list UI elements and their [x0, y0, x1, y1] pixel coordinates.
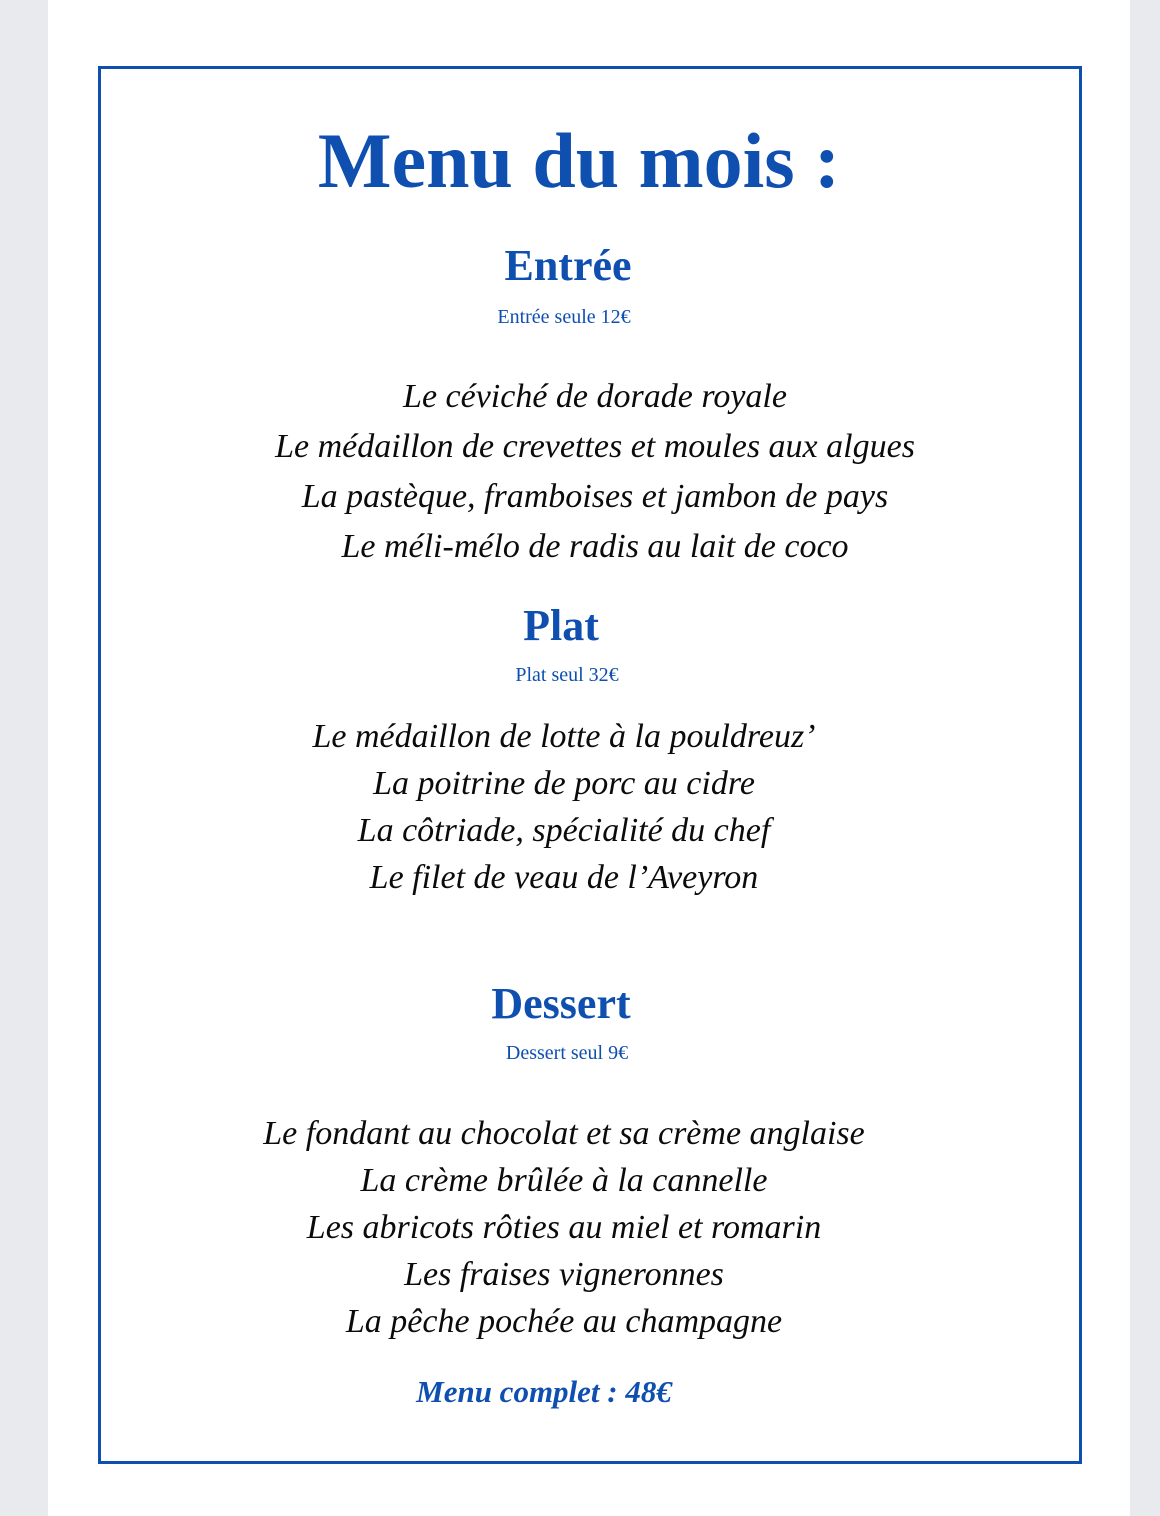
menu-item: Le filet de veau de l’Aveyron — [369, 859, 759, 896]
section-title-plat: Plat — [523, 601, 599, 650]
menu-item: Le médaillon de crevettes et moules aux algues — [275, 428, 915, 465]
menu-item: La poitrine de porc au cidre — [373, 765, 755, 802]
menu-item: Le céviché de dorade royale — [403, 378, 787, 415]
menu-item: Le médaillon de lotte à la pouldreuz’ — [312, 718, 816, 755]
menu-title: Menu du mois : — [317, 117, 841, 204]
section-items-entree — [275, 372, 915, 572]
section-price-plat: Plat seul 32€ — [515, 664, 619, 686]
section-items-dessert — [263, 1110, 865, 1345]
section-title-entree: Entrée — [504, 241, 632, 290]
section-price-entree: Entrée seule 12€ — [497, 306, 631, 328]
menu-item: Les fraises vigneronnes — [404, 1256, 724, 1293]
menu-item: La côtriade, spécialité du chef — [357, 812, 771, 849]
menu-item: La pastèque, framboises et jambon de pays — [301, 478, 889, 515]
section-items-plat — [312, 713, 815, 901]
menu-item: Le méli-mélo de radis au lait de coco — [341, 528, 849, 565]
menu-page — [48, 0, 1130, 1516]
section-price-dessert: Dessert seul 9€ — [505, 1042, 629, 1064]
menu-total-price: Menu complet : 48€ — [416, 1374, 672, 1409]
menu-item: La crème brûlée à la cannelle — [360, 1162, 768, 1199]
menu-item: Le fondant au chocolat et sa crème anglaise — [263, 1115, 865, 1152]
menu-item: La pêche pochée au champagne — [345, 1303, 783, 1340]
menu-item: Les abricots rôties au miel et romarin — [306, 1209, 822, 1246]
section-title-dessert: Dessert — [491, 979, 631, 1028]
